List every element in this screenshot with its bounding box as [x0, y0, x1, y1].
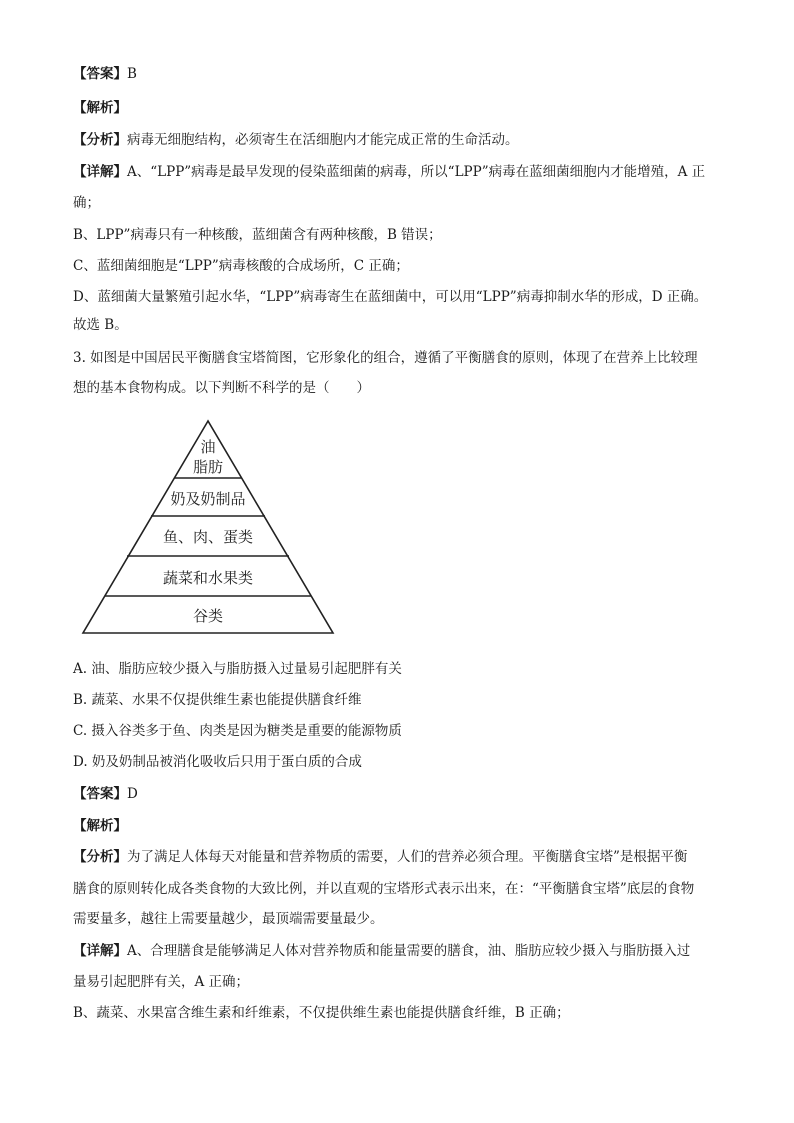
analysis-heading-1: 【解析】 — [73, 100, 127, 116]
fenxi2-line3: 需要量多，越往上需要量越少，最顶端需要量最少。 — [73, 911, 384, 927]
fenxi2-line2: 膳食的原则转化成各类食物的大致比例，并以直观的宝塔形式表示出来，在：“平衡膳食宝塔”底层的食物 — [73, 881, 695, 897]
option-d: D. 奶及奶制品被消化吸收后只用于蛋白质的合成 — [73, 754, 362, 770]
answer-value: B — [127, 66, 137, 82]
fenxi2-text1: 为了满足人体每天对能量和营养物质的需要，人们的营养必须合理。平衡膳食宝塔”是根据平衡 — [127, 849, 688, 865]
answer-label: 【答案】 — [73, 66, 127, 82]
pyramid-level5: 谷类 — [192, 607, 224, 625]
fenxi-label-2: 【分析】 — [73, 849, 127, 865]
fenxi-text: 病毒无细胞结构，必须寄生在活细胞内才能完成正常的生命活动。 — [127, 132, 519, 148]
answer-line-2 — [73, 784, 733, 804]
fenxi-line-1 — [73, 130, 733, 150]
xiangjie2-line-a2: 量易引起肥胖有关，A 正确； — [73, 974, 250, 990]
xiangjie-line-b: B、LPP”病毒只有一种核酸，蓝细菌含有两种核酸，B 错误； — [73, 227, 442, 243]
question3-stem-line2: 想的基本食物构成。以下判断不科学的是（ ） — [73, 380, 370, 396]
answer-label-2: 【答案】 — [73, 786, 127, 802]
analysis-heading-2: 【解析】 — [73, 818, 127, 834]
option-a: A. 油、脂肪应较少摄入与脂肪摄入过量易引起肥胖有关 — [73, 661, 402, 677]
xiangjie-line-d: D、蓝细菌大量繁殖引起水华，“LPP”病毒寄生在蓝细菌中，可以用“LPP”病毒抑制水华的形成，D 正确。 — [73, 289, 708, 305]
xiangjie2-line-a1 — [73, 941, 733, 961]
option-b: B. 蔬菜、水果不仅提供维生素也能提供膳食纤维 — [73, 692, 362, 708]
answer-line-1 — [73, 64, 733, 84]
option-c: C. 摄入谷类多于鱼、肉类是因为糖类是重要的能源物质 — [73, 723, 402, 739]
xiangjie2-line-b: B、蔬菜、水果富含维生素和纤维素，不仅提供维生素也能提供膳食纤维，B 正确； — [73, 1005, 570, 1021]
conclusion-line: 故选 B。 — [73, 317, 128, 333]
answer-value-2: D — [127, 786, 138, 802]
pyramid-level1-line1: 油 — [200, 438, 216, 456]
xiangjie-text-a1: A、“LPP”病毒是最早发现的侵染蓝细菌的病毒，所以“LPP”病毒在蓝细菌细胞内才能增殖，A 正 — [127, 164, 706, 180]
question3-stem-line1: 3. 如图是中国居民平衡膳食宝塔简图，它形象化的组合，遵循了平衡膳食的原则，体现了在营养上比较理 — [73, 350, 698, 366]
xiangjie-line-a1 — [73, 162, 733, 182]
fenxi2-line1 — [73, 847, 733, 867]
xiangjie-label-2: 【详解】 — [73, 943, 127, 959]
xiangjie-label: 【详解】 — [73, 164, 127, 180]
food-pyramid-figure — [80, 418, 336, 636]
pyramid-level3: 鱼、肉、蛋类 — [162, 528, 254, 546]
fenxi-label: 【分析】 — [73, 132, 127, 148]
xiangjie-line-a2: 确； — [73, 195, 100, 211]
pyramid-level2: 奶及奶制品 — [170, 490, 246, 508]
xiangjie-line-c: C、蓝细菌细胞是“LPP”病毒核酸的合成场所，C 正确； — [73, 258, 409, 274]
pyramid-level1-line2: 脂肪 — [192, 458, 224, 476]
pyramid-level4: 蔬菜和水果类 — [162, 569, 254, 587]
xiangjie2-text-a1: A、合理膳食是能够满足人体对营养物质和能量需要的膳食，油、脂肪应较少摄入与脂肪摄入过 — [127, 943, 691, 959]
